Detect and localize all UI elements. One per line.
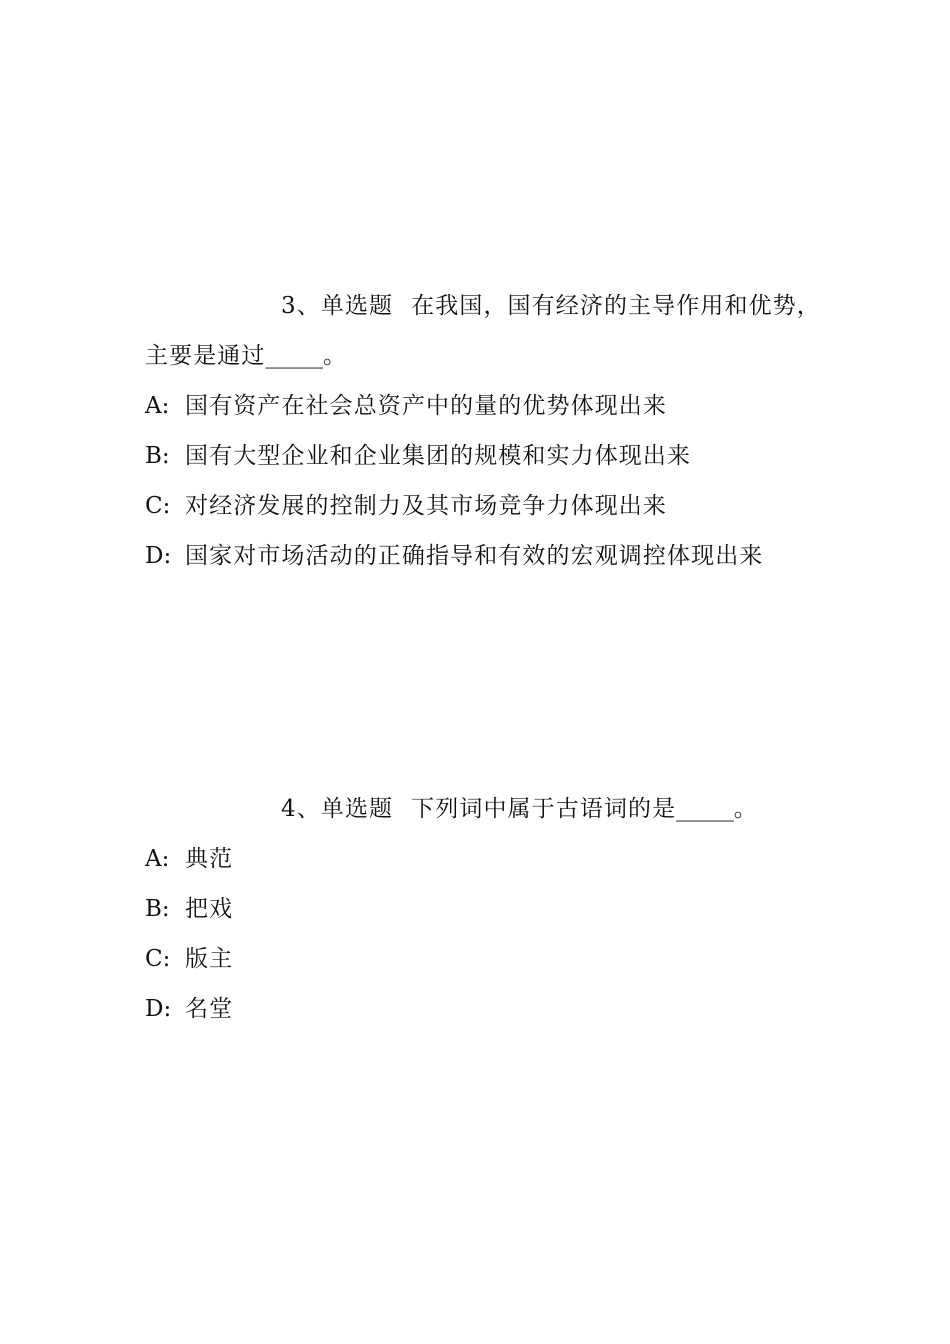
answer-blank: _____	[676, 796, 734, 822]
option-key: C:	[145, 493, 171, 519]
option-text: 国家对市场活动的正确指导和有效的宏观调控体现出来	[185, 543, 764, 569]
option-text: 典范	[185, 846, 234, 872]
option-d	[145, 531, 825, 581]
option-key: D:	[145, 543, 172, 569]
question-text: 下列词中属于古语词的是	[411, 796, 677, 822]
question-stem	[145, 784, 825, 834]
option-b	[145, 431, 825, 481]
question-4	[145, 784, 825, 1034]
option-key: A:	[145, 393, 170, 419]
question-number: 4、	[281, 796, 321, 822]
option-c	[145, 934, 825, 984]
question-text: 在我国，国有经济的主导作用和优势，主要是通过	[145, 293, 821, 369]
option-d	[145, 984, 825, 1034]
question-type: 单选题	[320, 796, 394, 822]
option-text: 版主	[185, 946, 234, 972]
answer-blank: _____	[265, 343, 323, 369]
option-b	[145, 884, 825, 934]
option-a	[145, 834, 825, 884]
option-a	[145, 381, 825, 431]
option-text: 把戏	[185, 896, 234, 922]
question-3	[145, 281, 825, 581]
option-text: 名堂	[185, 996, 234, 1022]
question-number: 3、	[281, 293, 321, 319]
option-key: A:	[145, 846, 170, 872]
option-c	[145, 481, 825, 531]
option-text: 国有大型企业和企业集团的规模和实力体现出来	[185, 443, 692, 469]
question-end-punctuation: 。	[733, 796, 758, 822]
option-key: C:	[145, 946, 171, 972]
question-stem	[145, 281, 825, 381]
option-key: B:	[145, 896, 170, 922]
option-list	[145, 381, 825, 581]
option-list	[145, 834, 825, 1034]
option-text: 对经济发展的控制力及其市场竞争力体现出来	[185, 493, 667, 519]
option-key: B:	[145, 443, 170, 469]
question-end-punctuation: 。	[323, 343, 348, 369]
question-type: 单选题	[320, 293, 394, 319]
option-key: D:	[145, 996, 172, 1022]
option-text: 国有资产在社会总资产中的量的优势体现出来	[185, 393, 667, 419]
